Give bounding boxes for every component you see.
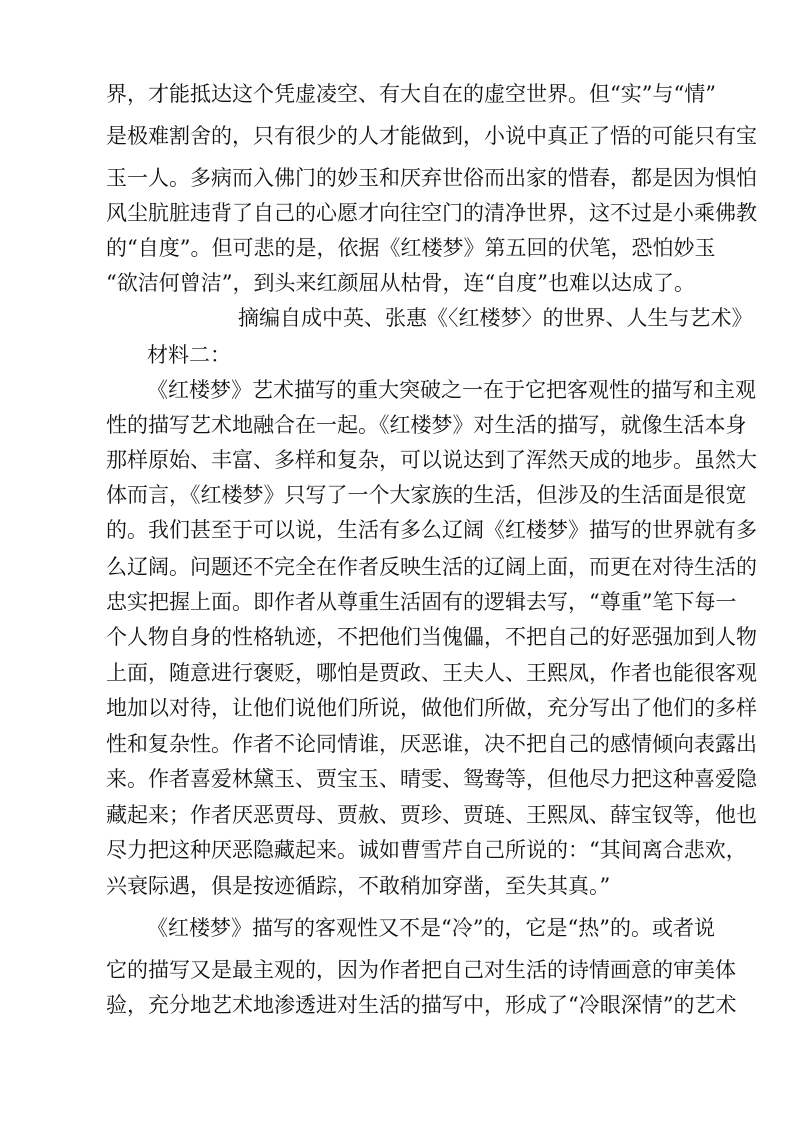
paragraph-line: 《红楼梦》艺术描写的重大突破之一在于它把客观性的描写和主观 (147, 378, 756, 402)
paragraph-line: 界，才能抵达这个凭虚凌空、有大自在的虚空世界。但“实”与“情” (106, 82, 716, 106)
paragraph-line: 兴衰际遇，俱是按迹循踪，不敢稍加穿凿，至失其真。” (106, 874, 611, 898)
paragraph-line: 上面，随意进行褒贬，哪怕是贾政、王夫人、王熙凤，作者也能很客观 (106, 661, 757, 685)
paragraph-line: 来。作者喜爱林黛玉、贾宝玉、晴雯、鸳鸯等，但他尽力把这种喜爱隐 (106, 767, 757, 791)
paragraph-line: 验，充分地艺术地渗透进对生活的描写中，形成了“冷眼深情”的艺术 (106, 993, 737, 1017)
paragraph-line: 藏起来；作者厌恶贾母、贾赦、贾珍、贾琏、王熙凤、薛宝钗等，他也 (106, 803, 757, 827)
paragraph-line: 玉一人。多病而入佛门的妙玉和厌弃世俗而出家的惜春，都是因为惧怕 (106, 166, 757, 190)
paragraph-line: 它的描写又是最主观的，因为作者把自己对生活的诗情画意的审美体 (106, 958, 736, 982)
paragraph-line: 的“自度”。但可悲的是，依据《红楼梦》第五回的伏笔，恐怕妙玉 (106, 236, 716, 260)
paragraph-line: 地加以对待，让他们说他们所说，做他们所做，充分写出了他们的多样 (106, 696, 757, 720)
paragraph-line: 么辽阔。问题还不完全在作者反映生活的辽阔上面，而更在对待生活的 (106, 555, 757, 579)
paragraph-line: 是极难割舍的，只有很少的人才能做到，小说中真正了悟的可能只有宝 (106, 124, 757, 148)
paragraph-line: 《红楼梦》描写的客观性又不是“冷”的，它是“热”的。或者说 (147, 916, 715, 940)
paragraph-line: 体而言，《红楼梦》只写了一个大家族的生活，但涉及的生活面是很宽 (106, 483, 747, 507)
section-heading: 材料二： (147, 343, 231, 367)
paragraph-line: 性的描写艺术地融合在一起。《红楼梦》对生活的描写，就像生活本身 (106, 413, 747, 437)
paragraph-line: 的。我们甚至于可以说，生活有多么辽阔《红楼梦》描写的世界就有多 (106, 518, 757, 542)
paragraph-line: 那样原始、丰富、多样和复杂，可以说达到了浑然天成的地步。虽然大 (106, 448, 757, 472)
source-attribution: 摘编自成中英、张惠《〈红楼梦〉的世界、人生与艺术》 (238, 306, 753, 330)
paragraph-line: 尽力把这种厌恶隐藏起来。诚如曹雪芹自己所说的：“其间离合悲欢， (106, 838, 747, 862)
paragraph-line: 忠实把握上面。即作者从尊重生活固有的逻辑去写，“尊重”笔下每一 (106, 590, 737, 614)
paragraph-line: 性和复杂性。作者不论同情谁，厌恶谁，决不把自己的感情倾向表露出 (106, 732, 757, 756)
paragraph-line: 风尘肮脏违背了自己的心愿才向往空门的清净世界，这不过是小乘佛教 (106, 201, 757, 225)
paragraph-line: “欲洁何曾洁”，到头来红颜屈从枯骨，连“自度”也难以达成了。 (106, 271, 695, 295)
paragraph-line: 个人物自身的性格轨迹，不把他们当傀儡，不把自己的好恶强加到人物 (106, 625, 757, 649)
